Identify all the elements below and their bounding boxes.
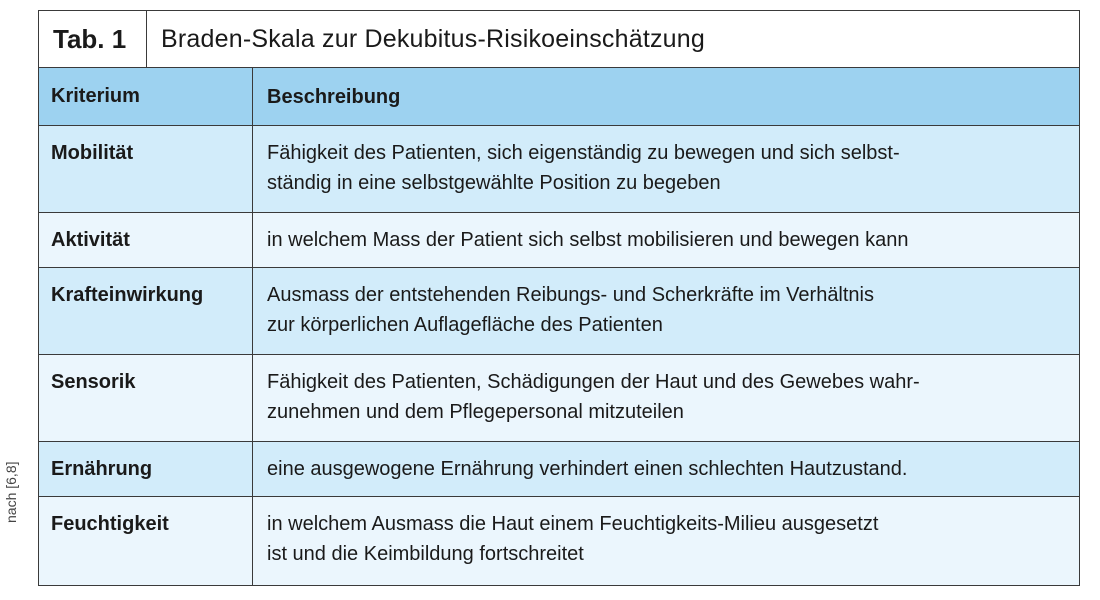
- table-title-row: [39, 11, 1079, 68]
- description-line: in welchem Ausmass die Haut einem Feuchtigkeits-Milieu ausgesetzt: [267, 513, 879, 535]
- table-title: Braden-Skala zur Dekubitus-Risikoeinschätzung: [161, 24, 705, 53]
- description-line: Fähigkeit des Patienten, Schädigungen der Haut und des Gewebes wahr-: [267, 371, 920, 393]
- description-line: in welchem Mass der Patient sich selbst mobilisieren und bewegen kann: [267, 229, 909, 251]
- description-line: Ausmass der entstehenden Reibungs- und Scherkräfte im Verhältnis: [267, 284, 875, 306]
- description-cell: [253, 442, 1079, 496]
- criterion-cell: Aktivität: [39, 213, 253, 267]
- criterion-cell: Sensorik: [39, 355, 253, 441]
- description-cell: [253, 213, 1079, 267]
- description-line: Fähigkeit des Patienten, sich eigenständig zu bewegen und sich selbst-: [267, 142, 900, 164]
- criterion-cell: Krafteinwirkung: [39, 268, 253, 354]
- description-line: ist und die Keimbildung fortschreitet: [267, 543, 584, 565]
- description-line: ständig in eine selbstgewählte Position zu begeben: [267, 172, 721, 194]
- table-row: [39, 126, 1079, 213]
- description-line: zur körperlichen Auflagefläche des Patienten: [267, 314, 663, 336]
- criterion-cell: Ernährung: [39, 442, 253, 496]
- table-row: [39, 442, 1079, 497]
- column-header-description: Beschreibung: [267, 85, 401, 108]
- source-note: nach [6,8]: [3, 461, 19, 523]
- table-row: [39, 355, 1079, 442]
- table-row: [39, 268, 1079, 355]
- description-line: eine ausgewogene Ernährung verhindert einen schlechten Hautzustand.: [267, 458, 908, 480]
- description-cell: [253, 268, 1079, 354]
- description-cell: [253, 497, 1079, 585]
- criterion-cell: Mobilität: [39, 126, 253, 212]
- table-row: [39, 497, 1079, 585]
- description-line: zunehmen und dem Pflegepersonal mitzuteilen: [267, 401, 684, 423]
- table-header-row: [39, 68, 1079, 126]
- column-header-criterion: Kriterium: [39, 68, 253, 125]
- criterion-cell: Feuchtigkeit: [39, 497, 253, 585]
- braden-scale-table: [38, 10, 1080, 586]
- description-cell: [253, 126, 1079, 212]
- table-row: [39, 213, 1079, 268]
- description-cell: [253, 355, 1079, 441]
- table-number: Tab. 1: [39, 11, 147, 67]
